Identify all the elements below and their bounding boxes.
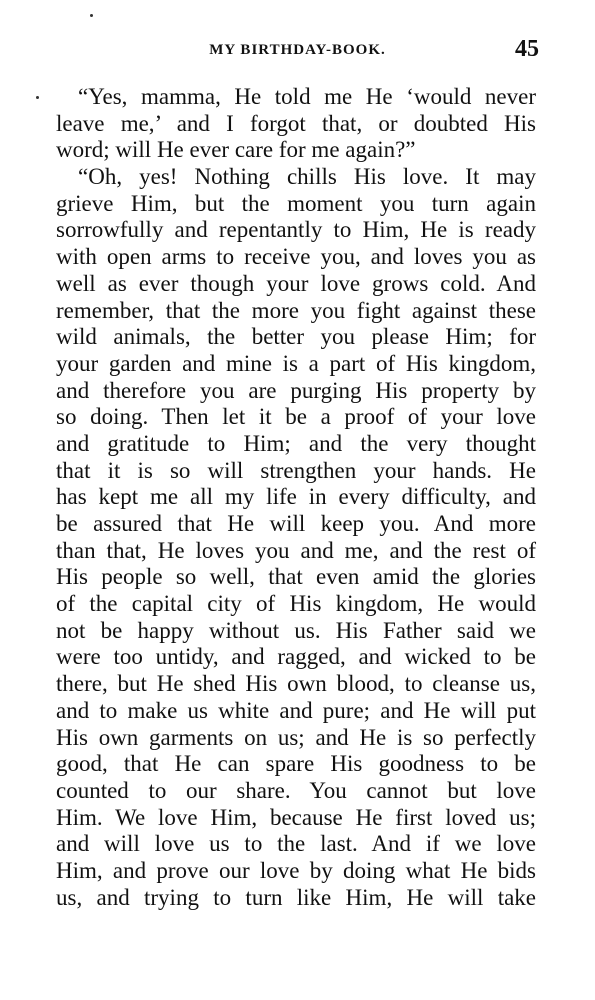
page-header <box>56 36 539 72</box>
text-line: remember, that the more you fight against these <box>56 297 536 323</box>
text-line: and will love us to the last. And if we love <box>56 831 536 857</box>
text-line: grieve Him, but the moment you turn again <box>56 190 536 216</box>
text-line: so doing. Then let it be a proof of your love <box>56 404 536 430</box>
text-line: not be happy without us. His Father said we <box>56 617 536 643</box>
print-speck <box>36 96 39 99</box>
text-line: with open arms to receive you, and loves you as <box>56 244 536 270</box>
text-line: of the capital city of His kingdom, He would <box>56 591 536 617</box>
text-line: Him, and prove our love by doing what He bids <box>56 857 536 883</box>
text-line: and to make us white and pure; and He will put <box>56 697 536 723</box>
text-line: and gratitude to Him; and the very thought <box>56 430 536 456</box>
page-number: 45 <box>515 36 539 62</box>
print-speck <box>90 14 93 17</box>
text-line: be assured that He will keep you. And more <box>56 511 536 536</box>
text-line: “Yes, mamma, He told me He ‘would never <box>78 84 536 109</box>
text-line: His own garments on us; and He is so perfectly <box>56 724 536 750</box>
text-line: “Oh, yes! Nothing chills His love. It may <box>78 164 536 190</box>
text-line: good, that He can spare His goodness to be <box>56 751 536 777</box>
running-title: MY BIRTHDAY-BOOK. <box>209 42 386 58</box>
body-text <box>56 84 536 911</box>
text-line: there, but He shed His own blood, to cleanse us, <box>56 671 536 697</box>
text-line: Him. We love Him, because He first loved us; <box>56 804 536 830</box>
text-line: us, and trying to turn like Him, He will take <box>56 884 536 910</box>
text-line: and therefore you are purging His property by <box>56 377 536 403</box>
text-line: word; will He ever care for me again?” <box>56 137 416 163</box>
text-line: counted to our share. You cannot but love <box>56 777 536 803</box>
text-line: His people so well, that even amid the glories <box>56 564 536 590</box>
text-line: that it is so will strengthen your hands. He <box>56 457 536 483</box>
text-line: sorrowfully and repentantly to Him, He is ready <box>56 217 536 243</box>
text-line: were too untidy, and ragged, and wicked to be <box>56 644 536 670</box>
text-line: than that, He loves you and me, and the rest of <box>56 537 536 563</box>
text-line: well as ever though your love grows cold. And <box>56 270 536 296</box>
text-line: has kept me all my life in every difficulty, and <box>56 484 536 510</box>
text-line: your garden and mine is a part of His kingdom, <box>56 350 536 376</box>
text-line: leave me,’ and I forgot that, or doubted His <box>56 110 536 136</box>
text-line: wild animals, the better you please Him; for <box>56 324 536 350</box>
